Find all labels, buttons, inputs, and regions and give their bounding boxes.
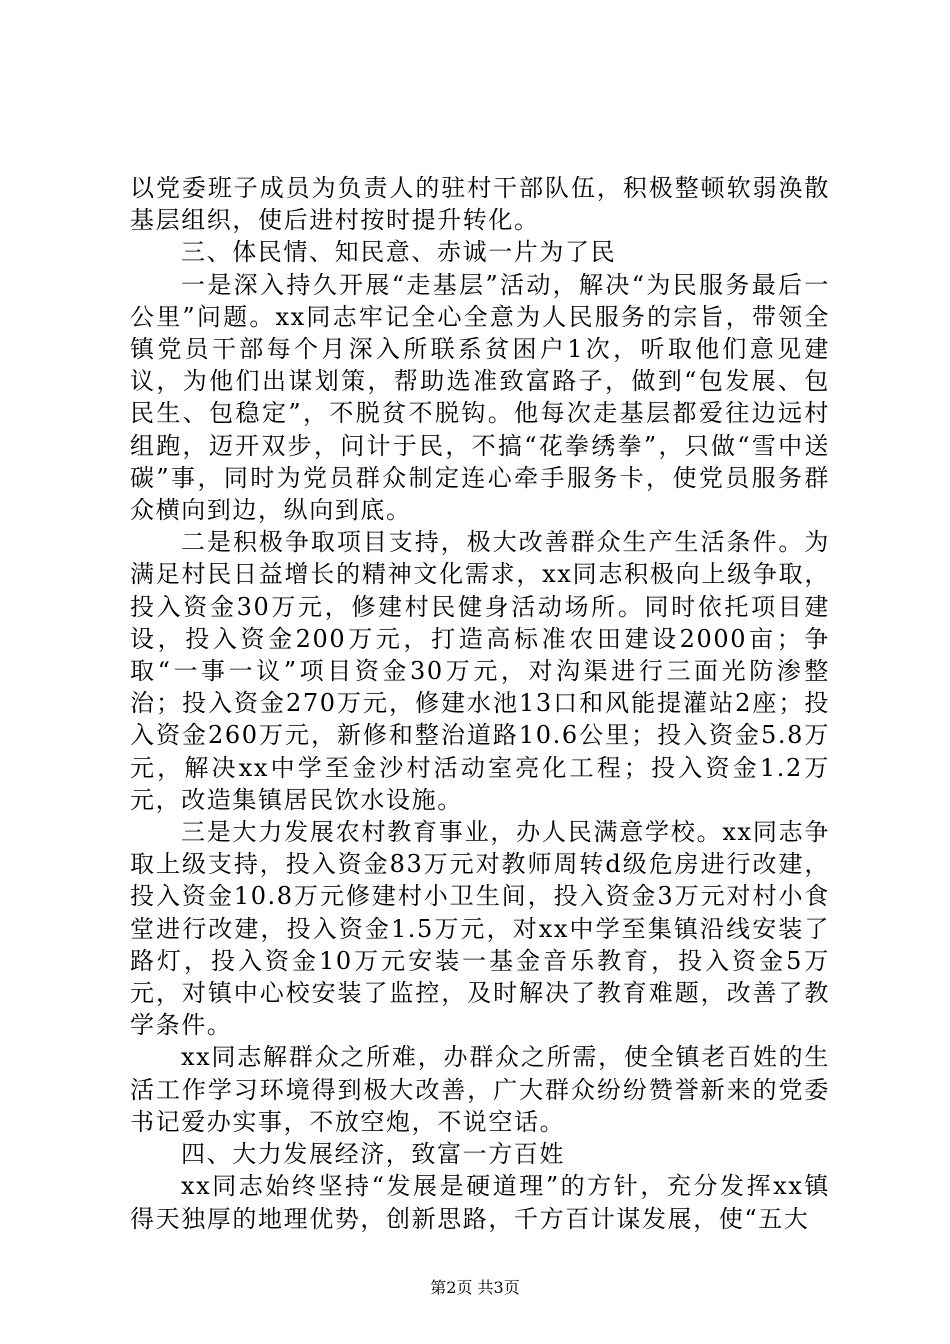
paragraph-1: 以党委班子成员为负责人的驻村干部队伍，积极整顿软弱涣散基层组织，使后进村按时提升转化。 <box>130 174 830 235</box>
paragraph-2: 一是深入持久开展“走基层”活动，解决“为民服务最后一公里”问题。xx同志牢记全心全意为人民服务的宗旨，带领全镇党员干部每个月深入所联系贫困户1次，听取他们意见建议，为他们出谋划策，帮助选准致富路子，做到“包发展、包民生、包稳定”，不脱贫不脱钩。他每次走基层都爱往边远村组跑，迈开双步，问计于民，不搞“花拳绣拳”，只做“雪中送碳”事，同时为党员群众制定连心牵手服务卡，使党员服务群众横向到边，纵向到底。 <box>130 270 830 525</box>
section-heading-4: 四、大力发展经济，致富一方百姓 <box>181 1140 565 1169</box>
section-heading-3: 三、体民情、知民意、赤诚一片为了民 <box>181 238 617 267</box>
paragraph-5: xx同志解群众之所难，办群众之所需，使全镇老百姓的生活工作学习环境得到极大改善，广大群众纷纷赞誉新来的党委书记爱办实事，不放空炮，不说空话。 <box>130 1043 830 1136</box>
paragraph-4: 三是大力发展农村教育事业，办人民满意学校。xx同志争取上级支持，投入资金83万元对教师周转d级危房进行改建，投入资金10.8万元修建村小卫生间，投入资金3万元对村小食堂进行改建，投入资金1.5万元，对xx中学至集镇沿线安装了路灯，投入资金10万元安装一基金音乐教育，投入资金5万元，对镇中心校安装了监控，及时解决了教育难题，改善了教学条件。 <box>130 818 830 1040</box>
paragraph-6: xx同志始终坚持“发展是硬道理”的方针，充分发挥xx镇得天独厚的地理优势，创新思路，千方百计谋发展，使“五大 <box>130 1172 830 1233</box>
page-footer: 第2页 共3页 <box>430 1278 520 1297</box>
document-body <box>130 172 830 1235</box>
paragraph-3: 二是积极争取项目支持，极大改善群众生产生活条件。为满足村民日益增长的精神文化需求，xx同志积极向上级争取，投入资金30万元，修建村民健身活动场所。同时依托项目建设，投入资金200万元，打造高标准农田建设2000亩；争取“一事一议”项目资金30万元，对沟渠进行三面光防渗整治；投入资金270万元，修建水池13口和风能提灌站2座；投入资金260万元，新修和整治道路10.6公里；投入资金5.8万元，解决xx中学至金沙村活动室亮化工程；投入资金1.2万元，改造集镇居民饮水设施。 <box>130 528 830 814</box>
